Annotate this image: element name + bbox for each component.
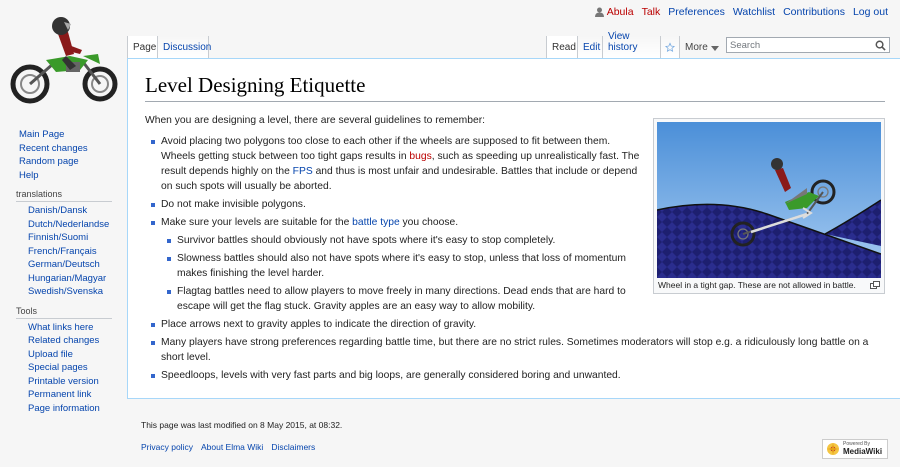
sidebar-tools <box>0 321 122 416</box>
sidebar-item-help[interactable]: Help <box>19 169 39 181</box>
privacy-policy-link[interactable]: Privacy policy <box>141 442 193 452</box>
sidebar-translations <box>0 204 122 299</box>
chevron-down-icon <box>711 46 719 51</box>
username[interactable]: Abula <box>606 6 634 18</box>
powered-by-mediawiki: MediaWiki <box>843 447 883 456</box>
sidebar-item-finnish[interactable]: Finnish/Suomi <box>28 232 89 243</box>
user-link[interactable] <box>595 6 634 18</box>
sidebar-item-page-information[interactable]: Page information <box>28 402 100 414</box>
battle-type-link[interactable]: battle type <box>352 217 400 228</box>
search-box <box>726 37 890 53</box>
logout-link[interactable]: Log out <box>852 6 888 18</box>
about-link[interactable]: About Elma Wiki <box>200 442 264 452</box>
sidebar-item-hungarian[interactable]: Hungarian/Magyar <box>28 272 107 284</box>
thumbnail-caption: Wheel in a tight gap. These are not allowed in battle. <box>658 280 856 290</box>
sidebar-item-recent-changes[interactable]: Recent changes <box>19 142 88 154</box>
more-label: More <box>685 42 708 53</box>
sidebar-item-danish[interactable]: Danish/Dansk <box>28 205 88 216</box>
sidebar-item-upload-file[interactable]: Upload file <box>28 348 73 360</box>
list-item: Place arrows next to gravity apples to indicate the direction of gravity. <box>161 317 885 332</box>
list-item: Flagtag battles need to allow players to move freely in many directions. Dead ends that are hard to escape will get the flag stuck. Gravity apples are an easy way to allow mobility. <box>177 284 641 314</box>
battle-type-list <box>161 233 641 314</box>
talk-link[interactable]: Talk <box>641 6 661 18</box>
sidebar-item-special-pages[interactable]: Special pages <box>28 362 88 373</box>
list-item: Speedloops, levels with very fast parts and big loops, are generally considered boring and unwanted. <box>161 368 885 383</box>
list-item: Survivor battles should obviously not have spots where it's easy to stop completely. <box>177 233 641 248</box>
fps-link[interactable]: FPS <box>292 166 313 177</box>
list-item: Slowness battles should also not have spots where it's easy to stop, unless that loss of momentum makes finishing the level harder. <box>177 251 641 281</box>
tab-edit[interactable]: Edit <box>577 36 602 58</box>
bugs-link[interactable]: bugs <box>409 151 432 162</box>
powered-by-mediawiki-badge[interactable] <box>822 439 888 459</box>
sidebar-item-dutch[interactable]: Dutch/Nederlandse <box>28 218 110 230</box>
sidebar-item-related-changes[interactable]: Related changes <box>28 335 100 346</box>
sidebar-item-permanent-link[interactable]: Permanent link <box>28 389 92 400</box>
search-icon[interactable] <box>875 40 886 51</box>
powered-by-text <box>843 442 882 456</box>
footer-places <box>141 442 315 452</box>
content-area <box>127 58 900 399</box>
powered-by-small: Powered By <box>843 441 870 447</box>
tab-read[interactable]: Read <box>546 36 577 58</box>
footer-lastmod: This page was last modified on 8 May 2015, at 08:32. <box>141 420 343 430</box>
guidelines-list <box>145 134 885 383</box>
tools-heading: Tools <box>16 306 112 319</box>
preferences-link[interactable]: Preferences <box>668 6 725 18</box>
watchlist-link[interactable]: Watchlist <box>732 6 776 18</box>
tab-page[interactable]: Page <box>127 36 157 58</box>
personal-tools <box>595 6 888 18</box>
site-logo[interactable] <box>8 4 118 110</box>
sidebar-navigation <box>19 128 122 182</box>
sidebar <box>0 128 122 415</box>
sidebar-item-random-page[interactable]: Random page <box>19 156 79 167</box>
article-body <box>145 113 885 386</box>
translations-heading: translations <box>16 189 112 202</box>
tab-view-history[interactable]: View history <box>602 36 660 58</box>
list-item: Make sure your levels are suitable for the battle type you choose. Survivor battles should obviously not have spots where it's easy to stop completely. Slowness battles should also not have spots where it's easy to stop, unless that loss of momentum makes finishing the level harder. Flagtag battles need to allow players to move freely in many directions. Dead ends that are hard to escape will get the flag stuck. Gravity apples are an easy way to allow mobility. <box>161 215 641 314</box>
mediawiki-flower-icon <box>826 442 840 456</box>
disclaimers-link[interactable]: Disclaimers <box>271 442 316 452</box>
search-input[interactable] <box>727 38 870 52</box>
watch-star-button[interactable] <box>660 36 680 58</box>
more-menu[interactable] <box>681 36 721 58</box>
intro-paragraph: When you are designing a level, there are several guidelines to remember: <box>145 115 485 126</box>
star-icon <box>665 41 675 54</box>
page-title: Level Designing Etiquette <box>145 73 885 102</box>
motorbike-logo-icon <box>8 4 118 110</box>
sidebar-item-what-links-here[interactable]: What links here <box>28 321 94 333</box>
list-item: Avoid placing two polygons too close to each other if the wheels are supposed to fit between them. Wheels getting stuck between too tight gaps results in bugs, such as speeding up unrealistically fast. The result depends highly on the FPS and thus is most unfair and undesirable. Battles that include or depend on such spots will usually be aborted. <box>161 136 640 192</box>
sidebar-item-main-page[interactable]: Main Page <box>19 129 65 140</box>
list-item: Many players have strong preferences regarding battle time, but there are no strict rules. Sometimes moderators will stop e.g. a ridiculously long battle on a short level. <box>161 335 885 365</box>
sidebar-item-french[interactable]: French/Français <box>28 245 97 257</box>
user-icon <box>595 7 604 17</box>
contributions-link[interactable]: Contributions <box>783 6 845 18</box>
list-item: Do not make invisible polygons. <box>161 197 641 212</box>
tab-discussion[interactable]: Discussion <box>157 36 209 58</box>
sidebar-item-german[interactable]: German/Deutsch <box>28 259 100 270</box>
sidebar-item-printable-version[interactable]: Printable version <box>28 375 99 387</box>
sidebar-item-swedish[interactable]: Swedish/Svenska <box>28 286 103 297</box>
